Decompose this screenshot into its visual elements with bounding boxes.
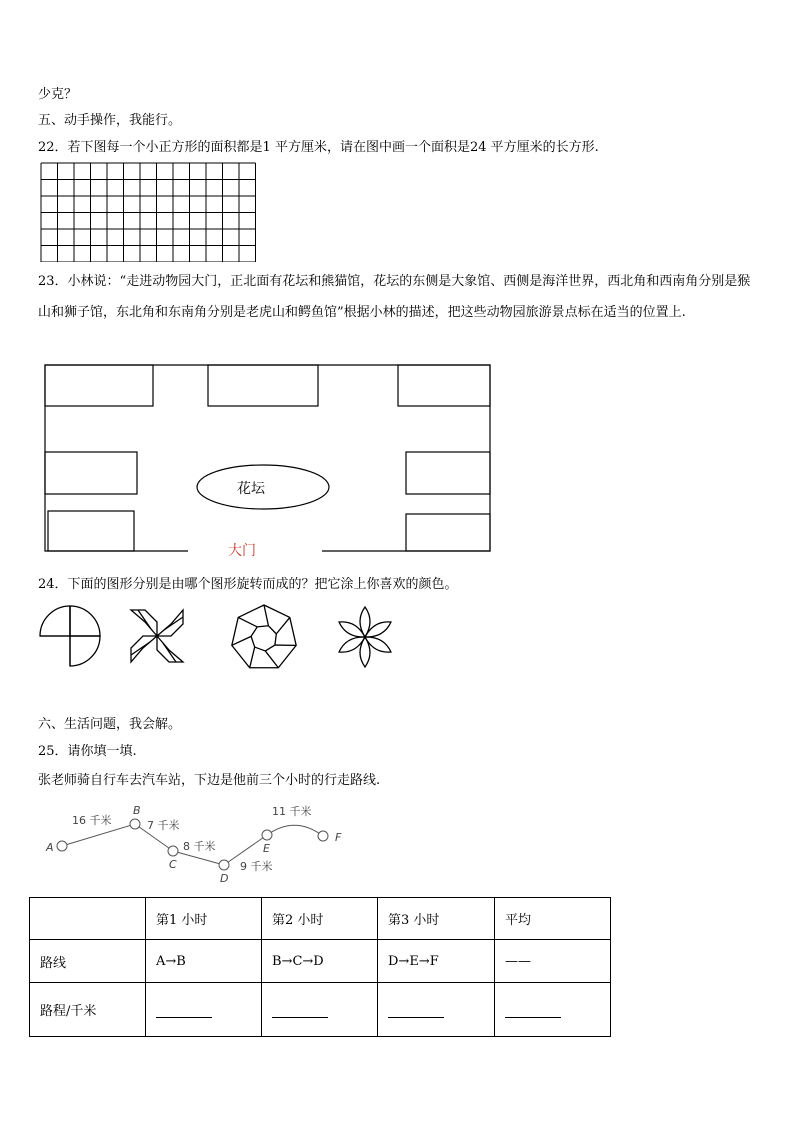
table-header-row [30, 898, 611, 940]
distance-label-ef: 11 千米 [272, 805, 312, 818]
distance-answer-blank[interactable] [495, 983, 611, 1037]
distance-answer-blank[interactable] [146, 983, 262, 1037]
table-header-cell [30, 898, 146, 940]
point-label-b: B [133, 804, 141, 817]
box-northwest [45, 365, 153, 406]
point-label-e: E [263, 842, 270, 855]
table-header-cell: 第3 小时 [378, 898, 495, 940]
question-23: 23．小林说：“走进动物园大门，正北面有花坛和熊猫馆，花坛的东侧是大象馆、西侧是海洋世界，西北角和西南角分别是猴山和狮子馆，东北角和东南角分别是老虎山和鳄鱼馆”根据小林的描述，把这些动物园旅游景点标在适当的位置上. [38, 274, 751, 320]
table-header-cell: 第1 小时 [146, 898, 262, 940]
heptagon-figure[interactable] [226, 602, 302, 674]
distance-answer-blank[interactable] [262, 983, 378, 1037]
section-5-heading: 五、动手操作，我能行。 [38, 113, 182, 128]
gate-label: 大门 [228, 543, 256, 559]
row-label-distance: 路程/千米 [30, 983, 146, 1037]
point-label-c: C [169, 858, 177, 871]
zoo-boundary [45, 365, 490, 551]
flowerbed-label: 花坛 [237, 481, 265, 497]
square-grid[interactable] [40, 162, 262, 262]
route-cell: A→B [146, 940, 262, 983]
box-southeast [406, 514, 490, 551]
box-east [406, 452, 490, 494]
distance-label-cd: 8 千米 [183, 840, 216, 853]
point-label-f: F [335, 831, 342, 844]
table-row [30, 940, 611, 983]
table-row [30, 983, 611, 1037]
distance-answer-blank[interactable] [378, 983, 495, 1037]
pinwheel-figure[interactable] [36, 605, 108, 667]
question-25-description: 张老师骑自行车去汽车站，下边是他前三个小时的行走路线. [38, 773, 381, 788]
distance-label-ab: 16 千米 [72, 814, 112, 827]
route-cell: —— [495, 940, 611, 983]
box-north [208, 365, 318, 406]
table-header-cell: 平均 [495, 898, 611, 940]
question-25: 25．请你填一填. [38, 744, 137, 759]
continuation-text: 少克？ [38, 87, 78, 102]
route-cell: B→C→D [262, 940, 378, 983]
distance-label-bc: 7 千米 [147, 819, 180, 832]
box-west [45, 452, 137, 494]
point-label-d: D [220, 872, 229, 885]
route-map [40, 800, 360, 890]
question-24: 24．下面的图形分别是由哪个图形旋转而成的？把它涂上你喜欢的颜色。 [38, 577, 458, 592]
route-cell: D→E→F [378, 940, 495, 983]
zoo-map [40, 362, 495, 557]
distance-label-de: 9 千米 [240, 860, 273, 873]
table-header-cell: 第2 小时 [262, 898, 378, 940]
flower-figure[interactable] [330, 604, 400, 670]
question-22: 22．若下图每一个小正方形的面积都是1 平方厘米，请在图中画一个面积是24 平方厘米的长方形. [38, 140, 599, 155]
route-table [29, 897, 611, 1037]
box-southwest [48, 511, 134, 551]
row-label-route: 路线 [30, 940, 146, 983]
point-label-a: A [46, 841, 54, 854]
section-6-heading: 六、生活问题，我会解。 [38, 717, 182, 732]
box-northeast [398, 365, 490, 406]
cross-kite-figure[interactable] [128, 608, 188, 664]
